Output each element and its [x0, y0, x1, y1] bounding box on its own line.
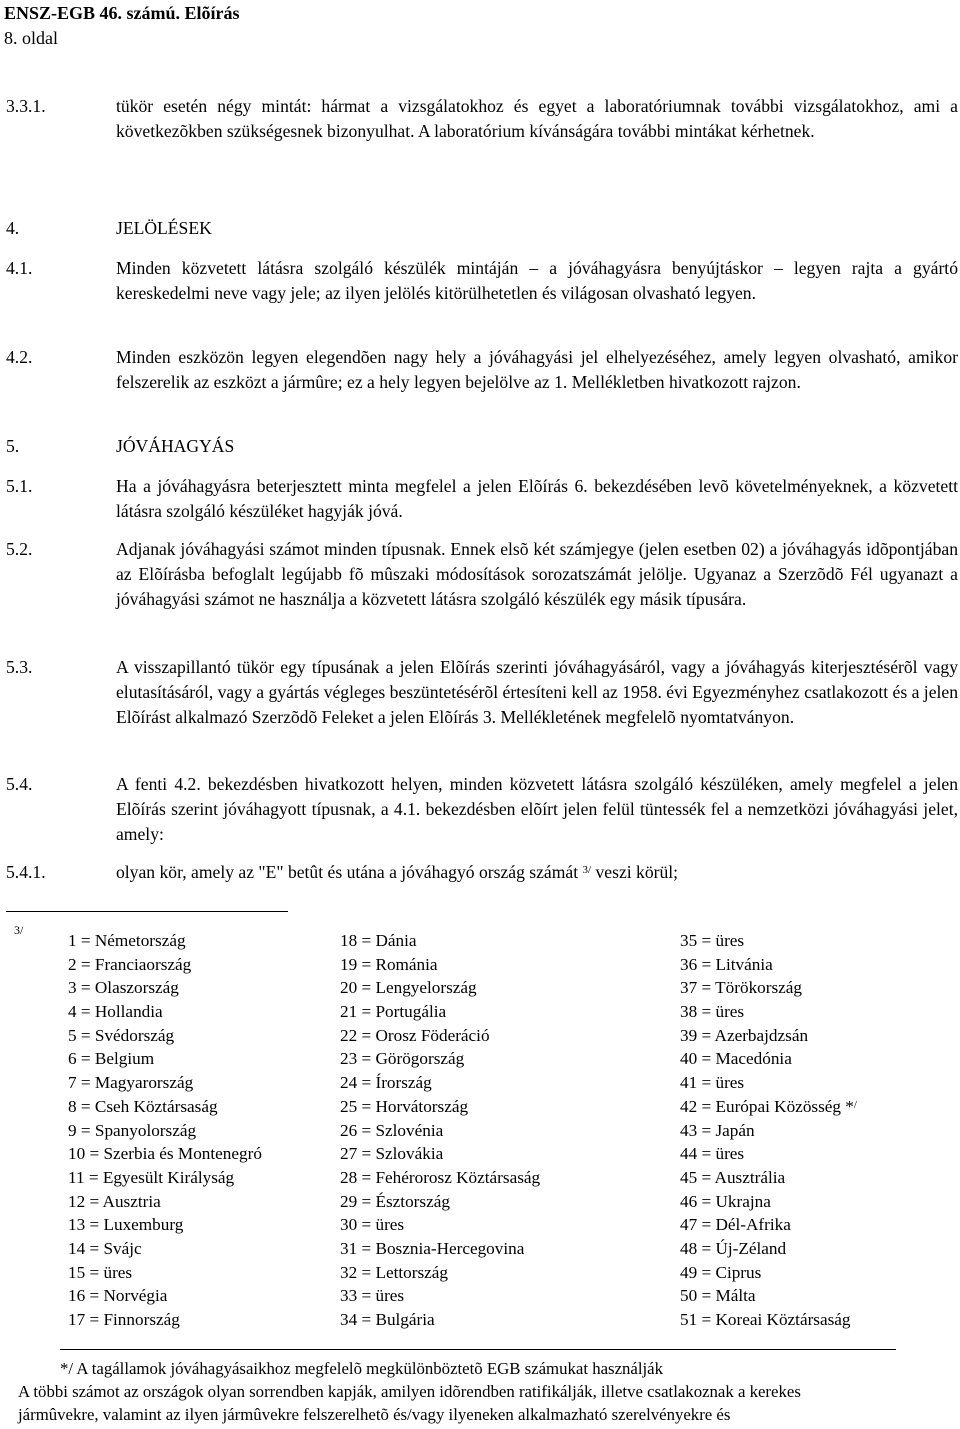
- country-code-item: 27 = Szlovákia: [340, 1144, 444, 1164]
- footnote-mark: 3/: [14, 923, 24, 937]
- country-code-item: 14 = Svájc: [68, 1238, 142, 1258]
- country-code-item: 35 = üres: [680, 931, 745, 950]
- country-code-item: 17 = Finnország: [68, 1310, 180, 1329]
- paragraph-4-1: [6, 256, 958, 306]
- country-code-item: 31 = Bosznia-Hercegovina: [340, 1238, 525, 1258]
- paragraph-text: [116, 860, 958, 885]
- note-reference[interactable]: /: [853, 1098, 857, 1111]
- country-code-item: 41 = üres: [680, 1073, 745, 1093]
- country-code-item: 19 = Románia: [340, 954, 438, 974]
- footnote-continuation-line-1: A többi számot az országok olyan sorrendben kapják, amilyen idõrendben ratifikálják, illetve csatlakoznak a kerekes: [18, 1382, 801, 1401]
- country-code-item: 37 = Törökország: [680, 978, 803, 998]
- paragraph-text: Minden közvetett látásra szolgáló készülék mintáján – a jóváhagyásra benyújtáskor – legyen rajta a gyártó kereskedelmi neve vagy jele; az ilyen jelölés kitörülhetetlen és világosan olvasható legyen.: [116, 258, 958, 303]
- footnote-separator: [6, 911, 288, 912]
- country-code-item: 32 = Lettország: [340, 1262, 449, 1282]
- paragraph-3-3-1: [6, 94, 958, 144]
- country-code-item: 23 = Görögország: [340, 1049, 465, 1069]
- country-code-item: 43 = Japán: [680, 1120, 755, 1140]
- paragraph-text: Minden eszközön legyen elegendõen nagy hely a jóváhagyási jel elhelyezéséhez, amely legyen olvasható, amikor felszerelik az eszközt a jármûre; ez a hely legyen bejelölve az 1. Mellékletben hivatkozott rajzon.: [116, 347, 958, 392]
- country-code-item: 33 = üres: [340, 1286, 405, 1306]
- paragraph-number: 3.3.1.: [6, 96, 46, 116]
- paragraph-5-3: [6, 655, 958, 729]
- paragraph-text-end: veszi körül;: [591, 862, 679, 882]
- country-code-item: 25 = Horvátország: [340, 1096, 469, 1116]
- country-code-item: 7 = Magyarország: [68, 1073, 194, 1093]
- country-code-item: 47 = Dél-Afrika: [680, 1215, 791, 1235]
- country-code-item: 50 = Málta: [680, 1286, 756, 1306]
- country-code-item: 18 = Dánia: [340, 931, 417, 950]
- country-code-item: 16 = Norvégia: [68, 1286, 168, 1306]
- country-code-item: 46 = Ukrajna: [680, 1191, 771, 1211]
- country-code-item: 10 = Szerbia és Montenegró: [68, 1144, 262, 1164]
- paragraph-number: 5.4.: [6, 774, 33, 794]
- paragraph-text: A visszapillantó tükör egy típusának a jelen Elõírás szerinti jóváhagyásáról, vagy a jóváhagyás kiterjesztésérõl vagy elutasításáról, vagy a gyártás végleges beszüntetésérõl értesíteni kell az 1958. évi Egyezményhez csatlakozott és a jelen Elõírást alkalmazó Szerzõdõ Feleket a jelen Elõírás 3. Mellékletének megfelelõ nyomtatványon.: [116, 657, 958, 727]
- country-code-item: 44 = üres: [680, 1144, 745, 1164]
- paragraph-number: 5.2.: [6, 539, 33, 559]
- country-code-item: 15 = üres: [68, 1262, 133, 1282]
- footnote-reference[interactable]: 3/: [582, 864, 592, 876]
- country-code-item: 2 = Franciaország: [68, 954, 192, 974]
- country-list-column-2: [340, 929, 540, 1332]
- section-title: JELÖLÉSEK: [116, 218, 212, 238]
- country-code-item: 49 = Ciprus: [680, 1262, 762, 1282]
- document-title: ENSZ-EGB 46. számú. Elõírás: [4, 3, 240, 23]
- country-code-item: 38 = üres: [680, 1002, 745, 1022]
- country-code-item: 26 = Szlovénia: [340, 1120, 444, 1140]
- paragraph-4-2: [6, 345, 958, 395]
- section-heading-5: [6, 434, 958, 459]
- page-number: 8. oldal: [4, 28, 58, 48]
- section-title: JÓVÁHAGYÁS: [116, 436, 235, 456]
- country-code-item: 21 = Portugália: [340, 1002, 447, 1022]
- paragraph-number: 5.4.1.: [6, 862, 46, 882]
- paragraph-number: 4.1.: [6, 258, 33, 278]
- country-code-item: 13 = Luxemburg: [68, 1215, 184, 1235]
- country-code-item: 29 = Észtország: [340, 1191, 450, 1211]
- paragraph-number: 4.2.: [6, 347, 33, 367]
- country-code-item: 12 = Ausztria: [68, 1191, 161, 1211]
- paragraph-5-4-1: [6, 860, 958, 885]
- paragraph-text: A fenti 4.2. bekezdésben hivatkozott helyen, minden közvetett látásra szolgáló készüléken, amely megfelel a jelen Elõírás szerint jóváhagyott típusnak, a 4.1. bekezdésben elõírt jelen felül tüntessék fel a nemzetközi jóváhagyási jelet, amely:: [116, 774, 958, 844]
- country-code-item: 51 = Koreai Köztársaság: [680, 1310, 851, 1329]
- country-code-item: [680, 1095, 857, 1119]
- country-code-item: 24 = Írország: [340, 1073, 432, 1093]
- country-code-item: 20 = Lengyelország: [340, 978, 477, 998]
- paragraph-5-2: [6, 537, 958, 611]
- country-code-item: 8 = Cseh Köztársaság: [68, 1096, 218, 1116]
- section-number: 4.: [6, 218, 20, 238]
- country-list-column-3: [680, 929, 857, 1332]
- footnote-note: */ A tagállamok jóváhagyásaikhoz megfelelõ megkülönböztetõ EGB számukat használják: [60, 1359, 664, 1378]
- country-code-item: 34 = Bulgária: [340, 1310, 435, 1329]
- country-code-item: 3 = Olaszország: [68, 978, 179, 998]
- country-code-item: 30 = üres: [340, 1215, 405, 1235]
- paragraph-text: Ha a jóváhagyásra beterjesztett minta megfelel a jelen Elõírás 6. bekezdésében levõ követelményeknek, a közvetett látásra szolgáló készüléket hagyják jóvá.: [116, 476, 958, 521]
- note-separator: [60, 1349, 896, 1350]
- paragraph-text-start: olyan kör, amely az "E" betût és utána a jóváhagyó ország számát: [116, 862, 583, 882]
- country-code-item: 28 = Fehérorosz Köztársaság: [340, 1167, 541, 1187]
- country-code-item: 1 = Németország: [68, 931, 186, 950]
- country-code-item: 48 = Új-Zéland: [680, 1238, 787, 1258]
- section-heading-4: [6, 216, 958, 241]
- paragraph-number: 5.3.: [6, 657, 33, 677]
- country-code-item: 39 = Azerbajdzsán: [680, 1025, 809, 1045]
- country-code-item: 36 = Litvánia: [680, 954, 773, 974]
- footnote-continuation-line-2: jármûvekre, valamint az ilyen jármûvekre felszerelhetõ és/vagy ilyeneken alkalmazható szerelvényekre és: [18, 1405, 731, 1424]
- paragraph-number: 5.1.: [6, 476, 33, 496]
- country-code-item: 5 = Svédország: [68, 1025, 175, 1045]
- country-code-item: 4 = Hollandia: [68, 1002, 163, 1022]
- section-number: 5.: [6, 436, 20, 456]
- paragraph-5-1: [6, 474, 958, 524]
- paragraph-5-4: [6, 772, 958, 846]
- country-code-item: 6 = Belgium: [68, 1049, 155, 1069]
- country-code-item: 40 = Macedónia: [680, 1049, 792, 1069]
- paragraph-text: Adjanak jóváhagyási számot minden típusnak. Ennek elsõ két számjegye (jelen esetben 02) a jóváhagyás idõpontjában az Elõírásba befoglalt legújabb fõ mûszaki módosítások sorozatszámát jelölje. Ugyanaz a Szerzõdõ Fél ugyanazt a jóváhagyási számot ne használja a közvetett látásra szolgáló készülék egy másik típusára.: [116, 539, 958, 609]
- country-code-item: 9 = Spanyolország: [68, 1120, 197, 1140]
- country-list-column-1: [68, 929, 262, 1332]
- country-code-item: 45 = Ausztrália: [680, 1167, 786, 1187]
- country-code-text: 42 = Európai Közösség *: [680, 1096, 854, 1116]
- paragraph-text: tükör esetén négy mintát: hármat a vizsgálatokhoz és egyet a laboratóriumnak további vizsgálatokhoz, ami a következõkben szükségesnek bizonyulhat. A laboratórium kívánságára további mintákat kérhetnek.: [116, 96, 958, 141]
- country-code-item: 11 = Egyesült Királyság: [68, 1167, 235, 1187]
- country-code-item: 22 = Orosz Föderáció: [340, 1025, 490, 1045]
